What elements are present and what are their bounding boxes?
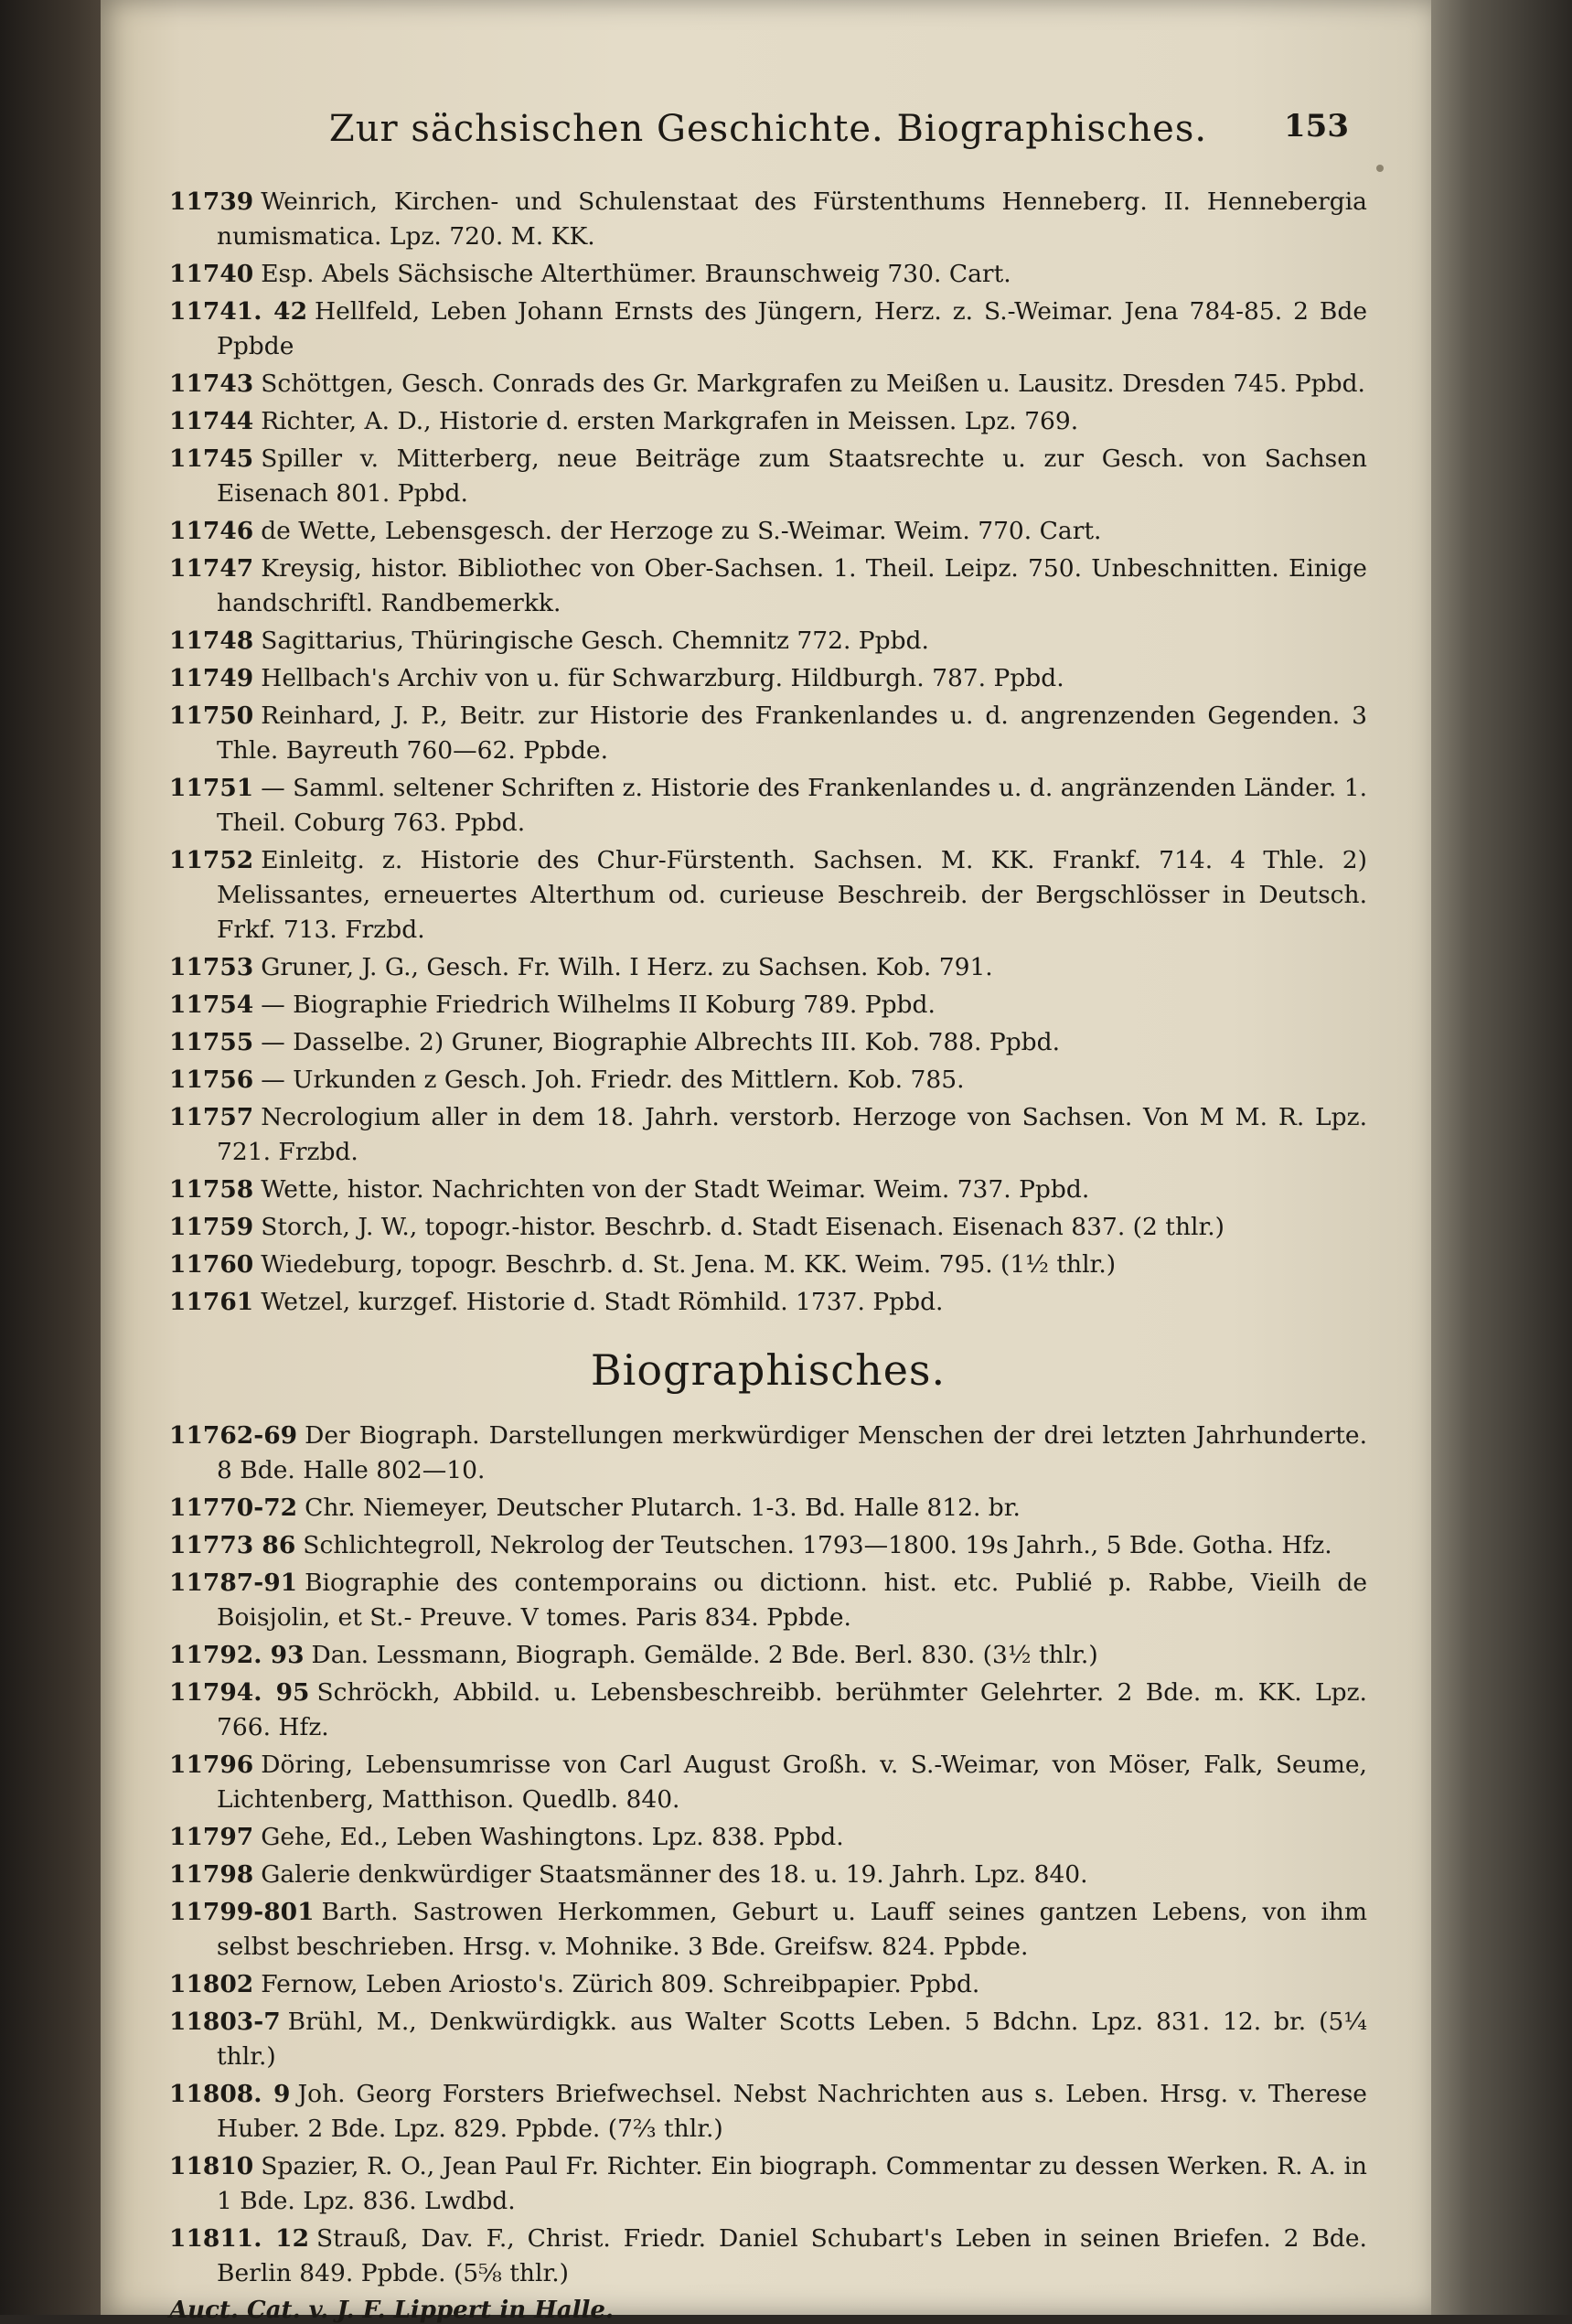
catalog-entry <box>169 771 1367 841</box>
catalog-entry <box>169 1419 1367 1488</box>
entry-text: Chr. Niemeyer, Deutscher Plutarch. 1-3. Bd. Halle 812. br. <box>305 1494 1021 1522</box>
lot-number: 11749 <box>169 664 254 692</box>
lot-number: 11746 <box>169 517 254 545</box>
catalog-entry <box>169 988 1367 1023</box>
catalog-list-biographies <box>169 1419 1367 2291</box>
catalog-entry <box>169 843 1367 948</box>
entry-text: Fernow, Leben Ariosto's. Zürich 809. Schreibpapier. Ppbd. <box>261 1970 980 1998</box>
page-number: 153 <box>1284 108 1349 145</box>
lot-number: 11758 <box>169 1175 254 1204</box>
entry-text: Storch, J. W., topogr.-histor. Beschrb. d. Stadt Eisenach. Eisenach 837. (2 thlr.) <box>261 1213 1225 1241</box>
lot-number: 11756 <box>169 1066 254 1094</box>
lot-number: 11747 <box>169 554 254 583</box>
catalog-entry <box>169 950 1367 985</box>
entry-text: Brühl, M., Denkwürdigkk. aus Walter Scotts Leben. 5 Bdchn. Lpz. 831. 12. br. (5¼ thlr.) <box>217 2008 1367 2071</box>
entry-text: Joh. Georg Forsters Briefwechsel. Nebst Nachrichten aus s. Leben. Hrsg. v. Therese Huber. 2 Bde. Lpz. 829. Ppbde. (7⅔ thlr.) <box>217 2080 1367 2143</box>
lot-number: 11740 <box>169 260 254 288</box>
running-head-title: Zur sächsischen Geschichte. Biographisches. <box>328 108 1208 150</box>
entry-text: Reinhard, J. P., Beitr. zur Historie des Frankenlandes u. d. angrenzenden Gegenden. 3 Thle. Bayreuth 760—62. Ppbde. <box>217 701 1367 765</box>
catalog-entry <box>169 552 1367 621</box>
lot-number: 11748 <box>169 627 254 655</box>
lot-number: 11744 <box>169 407 254 435</box>
lot-number: 11751 <box>169 774 254 802</box>
entry-text: Esp. Abels Sächsische Alterthümer. Braunschweig 730. Cart. <box>261 260 1011 288</box>
catalog-entry <box>169 1248 1367 1282</box>
catalog-entry <box>169 1676 1367 1745</box>
lot-number: 11760 <box>169 1250 254 1279</box>
lot-number: 11797 <box>169 1823 254 1851</box>
lot-number: 11770-72 <box>169 1494 298 1522</box>
entry-text: Schlichtegroll, Nekrolog der Teutschen. 1793—1800. 19s Jahrh., 5 Bde. Gotha. Hfz. <box>303 1531 1332 1559</box>
lot-number: 11757 <box>169 1103 254 1131</box>
catalog-entry <box>169 699 1367 768</box>
lot-number: 11811. 12 <box>169 2224 310 2253</box>
lot-number: 11743 <box>169 369 254 398</box>
entry-text: Schröckh, Abbild. u. Lebensbeschreibb. berühmter Gelehrter. 2 Bde. m. KK. Lpz. 766. Hfz. <box>217 1678 1367 1741</box>
lot-number: 11753 <box>169 953 254 981</box>
entry-text: Biographie des contemporains ou dictionn. hist. etc. Publié p. Rabbe, Vieilh de Boisjolin, et St.- Preuve. V tomes. Paris 834. Ppbde. <box>217 1569 1367 1632</box>
entry-text: Gehe, Ed., Leben Washingtons. Lpz. 838. Ppbd. <box>261 1823 844 1851</box>
entry-text: Strauß, Dav. F., Christ. Friedr. Daniel Schubart's Leben in seinen Briefen. 2 Bde. Berlin 849. Ppbde. (5⅝ thlr.) <box>217 2224 1367 2287</box>
catalog-entry <box>169 404 1367 439</box>
entry-text: — Dasselbe. 2) Gruner, Biographie Albrechts III. Kob. 788. Ppbd. <box>261 1028 1061 1056</box>
entry-text: Dan. Lessmann, Biograph. Gemälde. 2 Bde. Berl. 830. (3½ thlr.) <box>311 1641 1098 1669</box>
catalog-entry <box>169 1173 1367 1207</box>
entry-text: Schöttgen, Gesch. Conrads des Gr. Markgrafen zu Meißen u. Lausitz. Dresden 745. Ppbd. <box>261 369 1365 398</box>
book-page <box>101 0 1431 2324</box>
catalog-entry <box>169 1858 1367 1892</box>
catalog-entry <box>169 2005 1367 2074</box>
lot-number: 11798 <box>169 1860 254 1889</box>
catalog-entry <box>169 1285 1367 1320</box>
catalog-entry <box>169 1063 1367 1098</box>
catalog-list-saxon-history <box>169 185 1367 1320</box>
lot-number: 11803-7 <box>169 2008 281 2036</box>
catalog-entry <box>169 1967 1367 2002</box>
page-content <box>169 102 1367 2324</box>
lot-number: 11787-91 <box>169 1569 298 1597</box>
lot-number: 11810 <box>169 2152 254 2180</box>
section-heading: Biographisches. <box>590 1345 946 1395</box>
catalog-entry <box>169 367 1367 402</box>
catalog-entry <box>169 2222 1367 2291</box>
lot-number: 11762-69 <box>169 1421 298 1450</box>
catalog-entry <box>169 1566 1367 1635</box>
entry-text: Weinrich, Kirchen- und Schulenstaat des Fürstenthums Henneberg. II. Hennebergia numismatica. Lpz. 720. M. KK. <box>217 187 1367 251</box>
catalog-entry <box>169 257 1367 292</box>
catalog-entry <box>169 1025 1367 1060</box>
entry-text: Wiedeburg, topogr. Beschrb. d. St. Jena. M. KK. Weim. 795. (1½ thlr.) <box>261 1250 1117 1279</box>
catalog-entry <box>169 2149 1367 2219</box>
entry-text: Spiller v. Mitterberg, neue Beiträge zum Staatsrechte u. zur Gesch. von Sachsen Eisenach 801. Ppbd. <box>217 444 1367 508</box>
catalog-entry <box>169 1895 1367 1965</box>
lot-number: 11739 <box>169 187 254 216</box>
lot-number: 11750 <box>169 701 254 730</box>
catalog-entry <box>169 2077 1367 2147</box>
entry-text: Döring, Lebensumrisse von Carl August Großh. v. S.-Weimar, von Möser, Falk, Seume, Lichtenberg, Matthison. Quedlb. 840. <box>217 1751 1367 1814</box>
lot-number: 11759 <box>169 1213 254 1241</box>
entry-text: Necrologium aller in dem 18. Jahrh. verstorb. Herzoge von Sachsen. Von M M. R. Lpz. 721. Frzbd. <box>217 1103 1367 1166</box>
entry-text: Hellbach's Archiv von u. für Schwarzburg. Hildburgh. 787. Ppbd. <box>261 664 1064 692</box>
lot-number: 11808. 9 <box>169 2080 291 2108</box>
entry-text: Hellfeld, Leben Johann Ernsts des Jüngern, Herz. z. S.-Weimar. Jena 784-85. 2 Bde Ppbde <box>217 297 1368 360</box>
entry-text: Galerie denkwürdiger Staatsmänner des 18. u. 19. Jahrh. Lpz. 840. <box>261 1860 1088 1889</box>
catalog-entry <box>169 1748 1367 1817</box>
entry-text: — Biographie Friedrich Wilhelms II Koburg 789. Ppbd. <box>261 991 936 1019</box>
catalog-entry <box>169 442 1367 511</box>
entry-text: Barth. Sastrowen Herkommen, Geburt u. Lauff seines gantzen Lebens, von ihm selbst beschrieben. Hrsg. v. Mohnike. 3 Bde. Greifsw. 824. Ppbde. <box>217 1898 1367 1961</box>
catalog-entry <box>169 1638 1367 1673</box>
entry-text: Sagittarius, Thüringische Gesch. Chemnitz 772. Ppbd. <box>261 627 929 655</box>
lot-number: 11741. 42 <box>169 297 308 326</box>
lot-number: 11754 <box>169 991 254 1019</box>
entry-text: Richter, A. D., Historie d. ersten Markgrafen in Meissen. Lpz. 769. <box>261 407 1079 435</box>
entry-text: Kreysig, histor. Bibliothec von Ober-Sachsen. 1. Theil. Leipz. 750. Unbeschnitten. Einige handschriftl. Randbemerkk. <box>217 554 1367 617</box>
catalog-entry <box>169 1100 1367 1170</box>
lot-number: 11755 <box>169 1028 254 1056</box>
entry-text: — Urkunden z Gesch. Joh. Friedr. des Mittlern. Kob. 785. <box>261 1066 965 1094</box>
entry-text: Einleitg. z. Historie des Chur-Fürstenth. Sachsen. M. KK. Frankf. 714. 4 Thle. 2) Melissantes, erneuertes Alterthum od. curieuse Beschreib. der Bergschlösser in Deutsch. Frkf. 713. Frzbd. <box>217 846 1367 944</box>
lot-number: 11799-801 <box>169 1898 315 1926</box>
catalog-entry <box>169 185 1367 254</box>
scan-background-right <box>1427 0 1572 2315</box>
lot-number: 11796 <box>169 1751 254 1779</box>
catalog-entry <box>169 661 1367 696</box>
lot-number: 11752 <box>169 846 254 874</box>
entry-text: Spazier, R. O., Jean Paul Fr. Richter. Ein biograph. Commentar zu dessen Werken. R. A. in 1 Bde. Lpz. 836. Lwdbd. <box>217 2152 1367 2215</box>
lot-number: 11794. 95 <box>169 1678 310 1707</box>
catalog-entry <box>169 624 1367 659</box>
entry-text: Wette, histor. Nachrichten von der Stadt Weimar. Weim. 737. Ppbd. <box>261 1175 1090 1204</box>
lot-number: 11761 <box>169 1288 254 1316</box>
lot-number: 11802 <box>169 1970 254 1998</box>
lot-number: 11792. 93 <box>169 1641 305 1669</box>
catalog-entry <box>169 1820 1367 1855</box>
catalog-entry <box>169 1528 1367 1563</box>
entry-text: Der Biograph. Darstellungen merkwürdiger Menschen der drei letzten Jahrhunderte. 8 Bde. Halle 802—10. <box>217 1421 1367 1484</box>
entry-text: — Samml. seltener Schriften z. Historie des Frankenlandes u. d. angränzenden Länder. 1. Theil. Coburg 763. Ppbd. <box>217 774 1367 837</box>
running-head <box>169 102 1367 157</box>
entry-text: Wetzel, kurzgef. Historie d. Stadt Römhild. 1737. Ppbd. <box>261 1288 944 1316</box>
catalog-entry <box>169 514 1367 549</box>
entry-text: de Wette, Lebensgesch. der Herzoge zu S.-Weimar. Weim. 770. Cart. <box>261 517 1102 545</box>
catalog-entry <box>169 1210 1367 1245</box>
catalog-entry <box>169 295 1367 364</box>
catalog-entry <box>169 1491 1367 1526</box>
signature-line: Auct. Cat. v. J. F. Lippert in Halle. <box>169 2297 615 2324</box>
lot-number: 11745 <box>169 444 254 473</box>
paper-spot <box>1376 165 1384 172</box>
entry-text: Gruner, J. G., Gesch. Fr. Wilh. I Herz. zu Sachsen. Kob. 791. <box>261 953 993 981</box>
lot-number: 11773 86 <box>169 1531 296 1559</box>
